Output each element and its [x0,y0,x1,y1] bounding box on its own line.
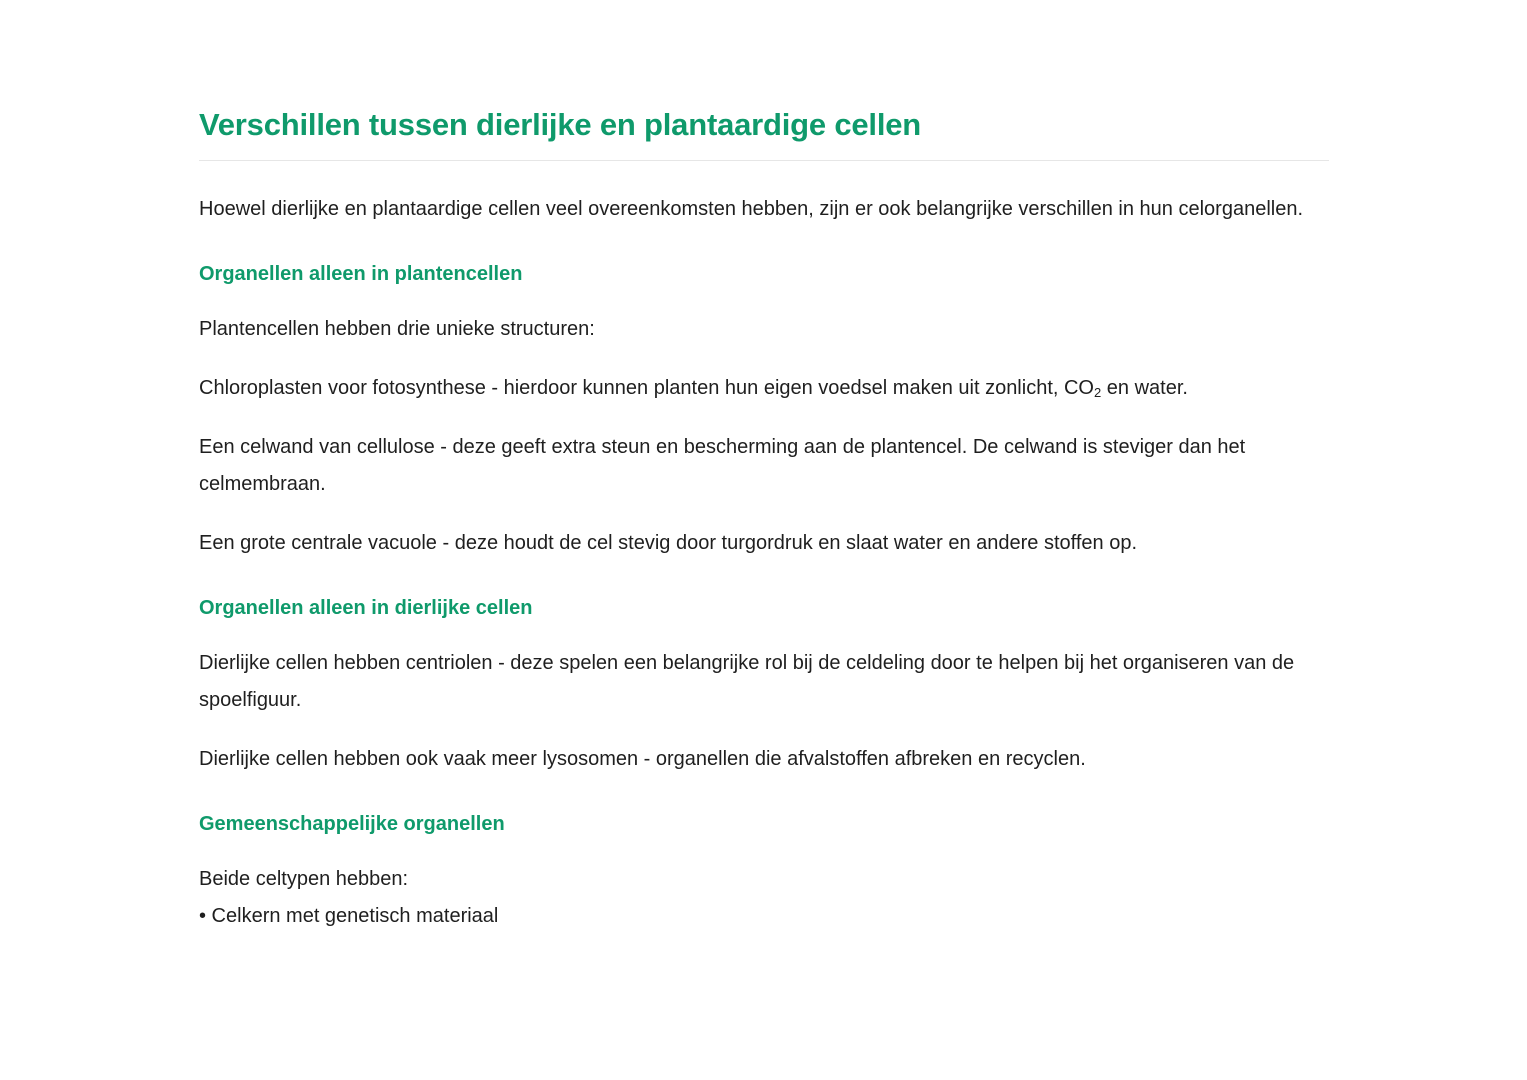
common-lead-paragraph: Beide celtypen hebben: [199,868,409,890]
list-item: • Celkern met genetisch materiaal [199,905,499,927]
page-title: Verschillen tussen dierlijke en plantaardige cellen [199,107,922,142]
vacuole-paragraph: Een grote centrale vacuole - deze houdt de cel stevig door turgordruk en slaat water en andere stoffen op. [199,532,1137,554]
section-heading-animal: Organellen alleen in dierlijke cellen [199,597,533,619]
section-heading-plant: Organellen alleen in plantencellen [199,263,523,285]
intro-paragraph: Hoewel dierlijke en plantaardige cellen veel overeenkomsten hebben, zijn er ook belangrijke verschillen in hun celorganellen. [199,198,1304,220]
title-divider [199,160,1329,161]
article [199,100,1329,935]
cell-wall-paragraph: Een celwand van cellulose - deze geeft extra steun en bescherming aan de plantencel. De celwand is steviger dan het celmembraan. [199,436,1246,495]
section-heading-common: Gemeenschappelijke organellen [199,813,505,835]
plant-lead-paragraph: Plantencellen hebben drie unieke structuren: [199,318,595,340]
chloroplast-text-end: en water. [1101,377,1188,399]
chloroplast-text: Chloroplasten voor fotosynthese - hierdoor kunnen planten hun eigen voedsel maken uit zonlicht, CO [199,377,1094,399]
section-plant-organelles [199,259,1329,562]
section-animal-organelles [199,593,1329,778]
co2-subscript: 2 [1094,385,1102,400]
centrioles-paragraph: Dierlijke cellen hebben centriolen - deze spelen een belangrijke rol bij de celdeling door te helpen bij het organiseren van de spoelfiguur. [199,652,1295,711]
section-common-organelles [199,809,1329,935]
chloroplast-paragraph [199,370,1329,407]
lysosomes-paragraph: Dierlijke cellen hebben ook vaak meer lysosomen - organellen die afvalstoffen afbreken en recyclen. [199,748,1086,770]
